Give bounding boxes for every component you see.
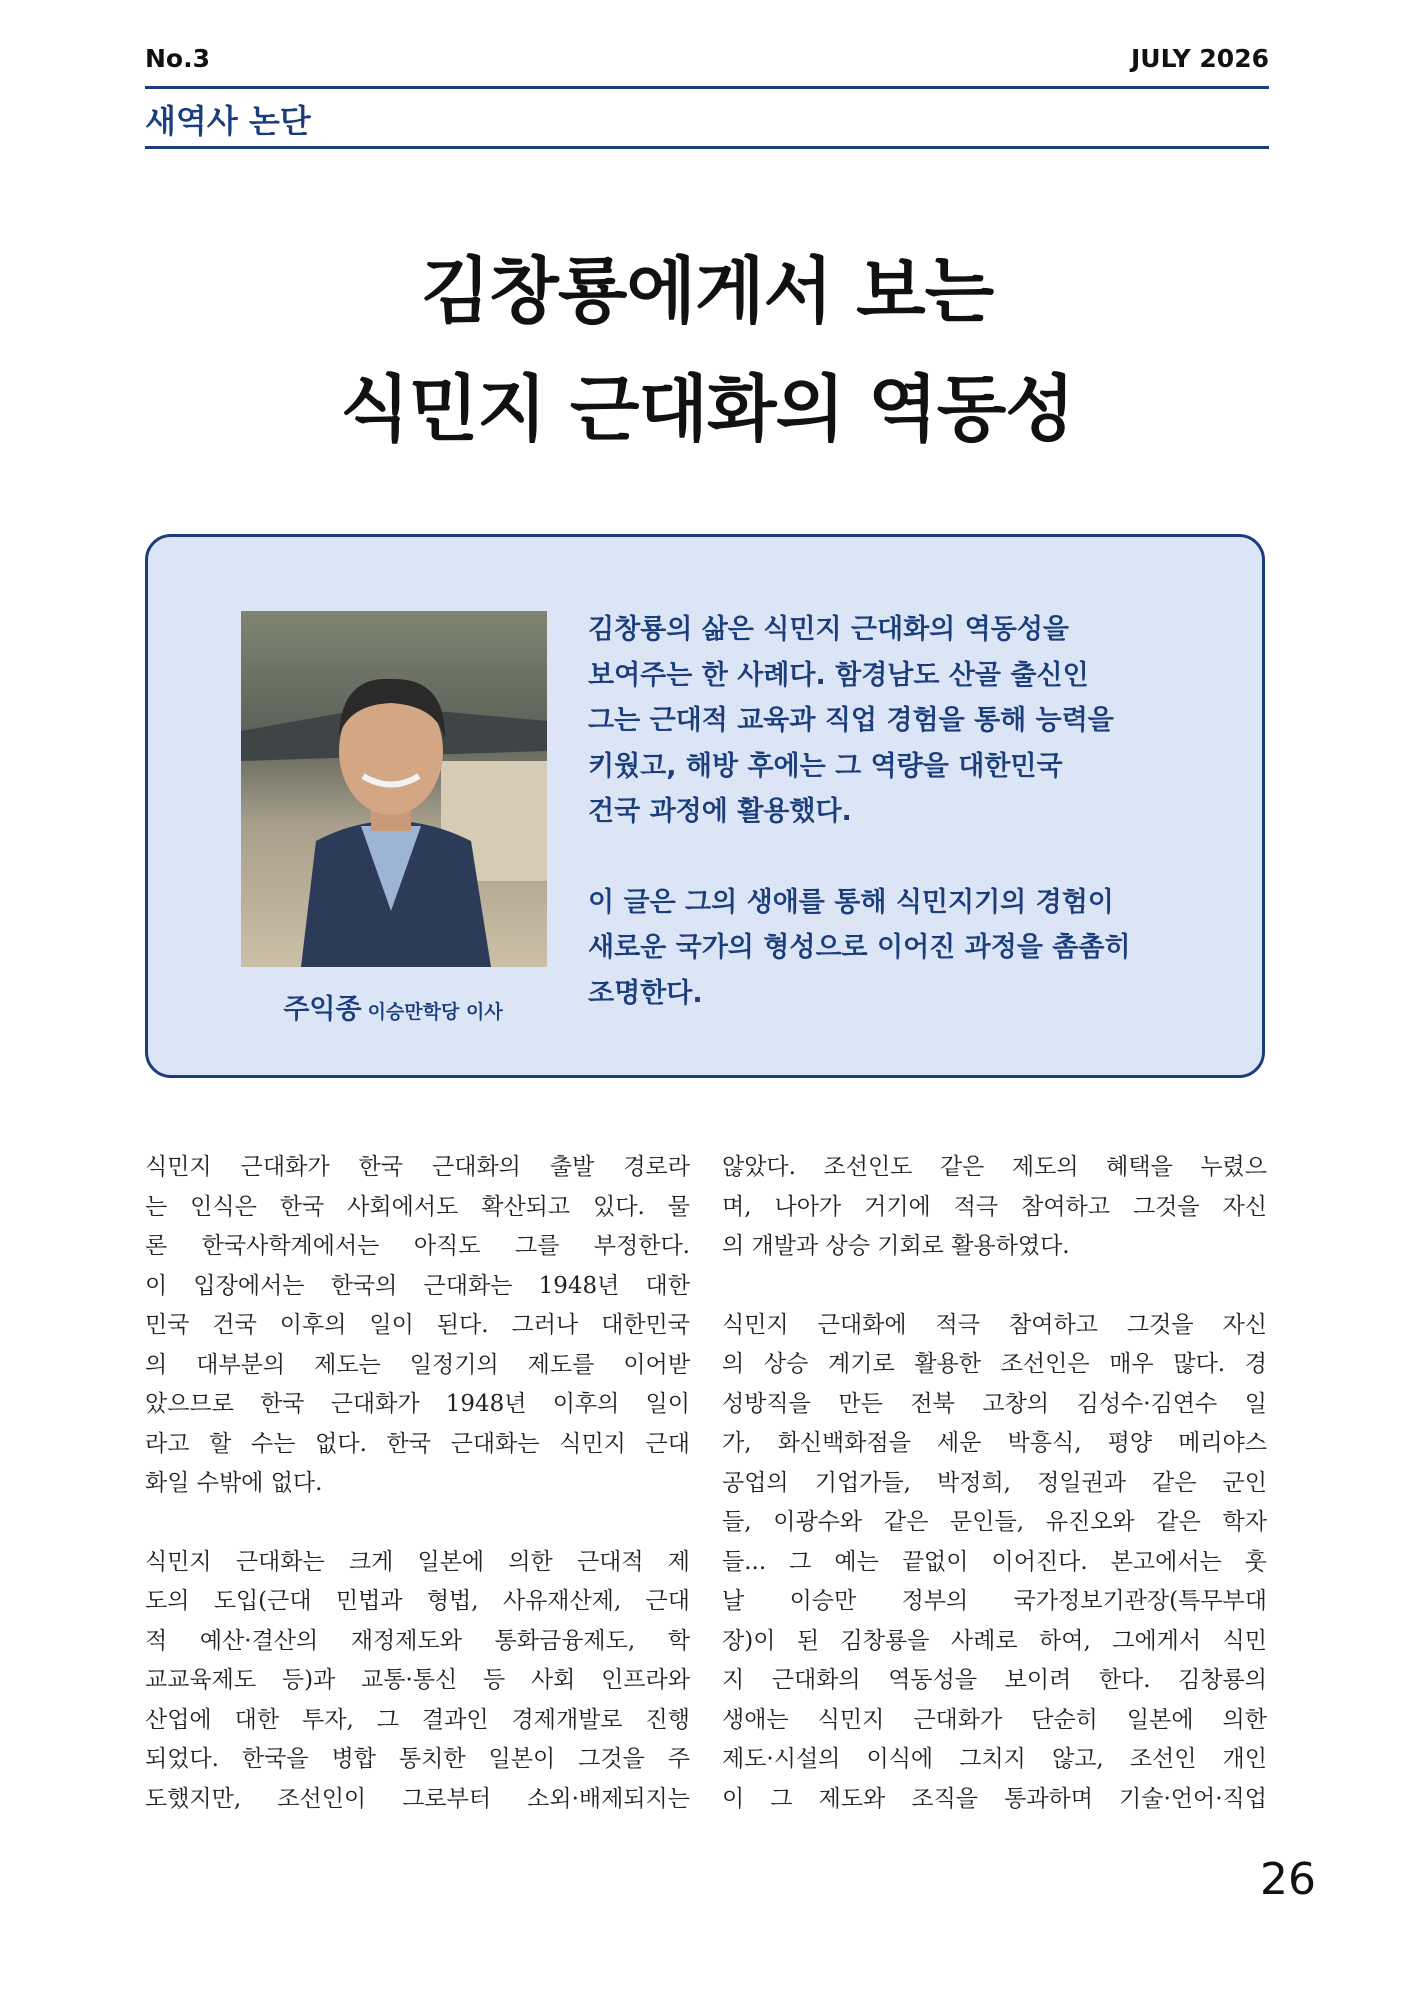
author-caption (208, 987, 578, 1026)
title-line-2: 식민지 근대화의 역동성 (340, 367, 1074, 451)
body-line: 라고 할 수는 없다. 한국 근대화는 식민지 근대 (145, 1430, 690, 1457)
body-line: 화일 수밖에 없다. (145, 1470, 323, 1496)
body-line: 성방직을 만든 전북 고창의 김성수·김연수 일 (722, 1390, 1267, 1417)
issue-date: JULY 2026 (1130, 44, 1269, 73)
body-line: 론 한국사학계에서는 아직도 그를 부정한다. (145, 1233, 690, 1259)
author-name: 주익종 (283, 994, 362, 1025)
body-line: 공업의 기업가들, 박정희, 정일권과 같은 군인 (722, 1469, 1267, 1496)
body-line: 되었다. 한국을 병합 통치한 일본이 그것을 주 (145, 1746, 690, 1772)
body-line: 도의 도입(근대 민법과 형법, 사유재산제, 근대 (145, 1588, 690, 1614)
body-line: 식민지 근대화는 크게 일본에 의한 근대적 제 (145, 1548, 690, 1575)
page-number: 26 (1260, 1854, 1316, 1905)
summary-line: 김창룡의 삶은 식민지 근대화의 역동성을 (588, 614, 1069, 645)
body-line: 장)이 된 김창룡을 사례로 하여, 그에게서 식민 (722, 1627, 1267, 1654)
body-line: 의 개발과 상승 기회로 활용하였다. (722, 1233, 1070, 1259)
body-line: 지 근대화의 역동성을 보이려 한다. 김창룡의 (722, 1667, 1267, 1693)
page-header (145, 44, 1269, 84)
summary-line: 조명한다. (588, 977, 703, 1009)
section-title: 새역사 논단 (145, 102, 311, 140)
body-line: 않았다. 조선인도 같은 제도의 혜택을 누렸으 (722, 1154, 1267, 1180)
summary-line: 그는 근대적 교육과 직업 경험을 통해 능력을 (588, 705, 1114, 736)
body-line: 식민지 근대화에 적극 참여하고 그것을 자신 (722, 1311, 1267, 1338)
body-line: 들, 이광수와 같은 문인들, 유진오와 같은 학자 (722, 1509, 1267, 1535)
body-line: 의 대부분의 제도는 일정기의 제도를 이어받 (145, 1351, 690, 1378)
summary-text (588, 607, 1238, 1016)
body-line: 가, 화신백화점을 세운 박흥식, 평양 메리야스 (722, 1430, 1267, 1456)
summary-line: 키웠고, 해방 후에는 그 역량을 대한민국 (588, 750, 1063, 782)
author-portrait-image (241, 611, 547, 967)
issue-number: No.3 (145, 44, 210, 73)
body-line: 식민지 근대화가 한국 근대화의 출발 경로라 (145, 1154, 690, 1180)
body-column-left (145, 1148, 690, 1819)
body-line: 산업에 대한 투자, 그 결과인 경제개발로 진행 (145, 1706, 690, 1733)
article-title (145, 232, 1269, 468)
header-rule-bottom (145, 146, 1269, 149)
author-role: 이승만학당 이사 (367, 1001, 503, 1023)
body-line: 이 그 제도와 조직을 통과하며 기술·언어·직업 (722, 1785, 1267, 1812)
summary-box (145, 534, 1265, 1078)
body-line: 교교육제도 등)과 교통·통신 등 사회 인프라와 (145, 1667, 690, 1693)
body-line: 민국 건국 이후의 일이 된다. 그러나 대한민국 (145, 1312, 690, 1338)
author-photo (241, 611, 547, 967)
body-line: 았으므로 한국 근대화가 1948년 이후의 일이 (145, 1391, 690, 1417)
summary-line: 건국 과정에 활용했다. (588, 796, 852, 827)
body-line: 이 입장에서는 한국의 근대화는 1948년 대한 (145, 1272, 690, 1299)
body-line: 제도·시설의 이식에 그치지 않고, 조선인 개인 (722, 1746, 1267, 1772)
body-line: 적 예산·결산의 재정제도와 통화금융제도, 학 (145, 1627, 690, 1654)
summary-line: 이 글은 그의 생애를 통해 식민지기의 경험이 (588, 886, 1114, 918)
body-column-right (722, 1148, 1267, 1819)
body-line: 들... 그 예는 끝없이 이어진다. 본고에서는 훗 (722, 1548, 1267, 1575)
body-line: 의 상승 계기로 활용한 조선인은 매우 많다. 경 (722, 1351, 1267, 1377)
summary-line: 보여주는 한 사례다. 함경남도 산골 출신인 (588, 659, 1089, 691)
body-line: 생애는 식민지 근대화가 단순히 일본에 의한 (722, 1706, 1267, 1733)
body-line: 며, 나아가 거기에 적극 참여하고 그것을 자신 (722, 1193, 1267, 1220)
header-rule-top (145, 86, 1269, 89)
title-line-1: 김창룡에게서 보는 (420, 249, 994, 333)
body-line: 는 인식은 한국 사회에서도 확산되고 있다. 물 (145, 1193, 690, 1220)
body-line: 도했지만, 조선인이 그로부터 소외·배제되지는 (145, 1785, 690, 1812)
body-line: 날 이승만 정부의 국가정보기관장(특무부대 (722, 1588, 1267, 1614)
summary-line: 새로운 국가의 형성으로 이어진 과정을 촘촘히 (588, 932, 1131, 963)
